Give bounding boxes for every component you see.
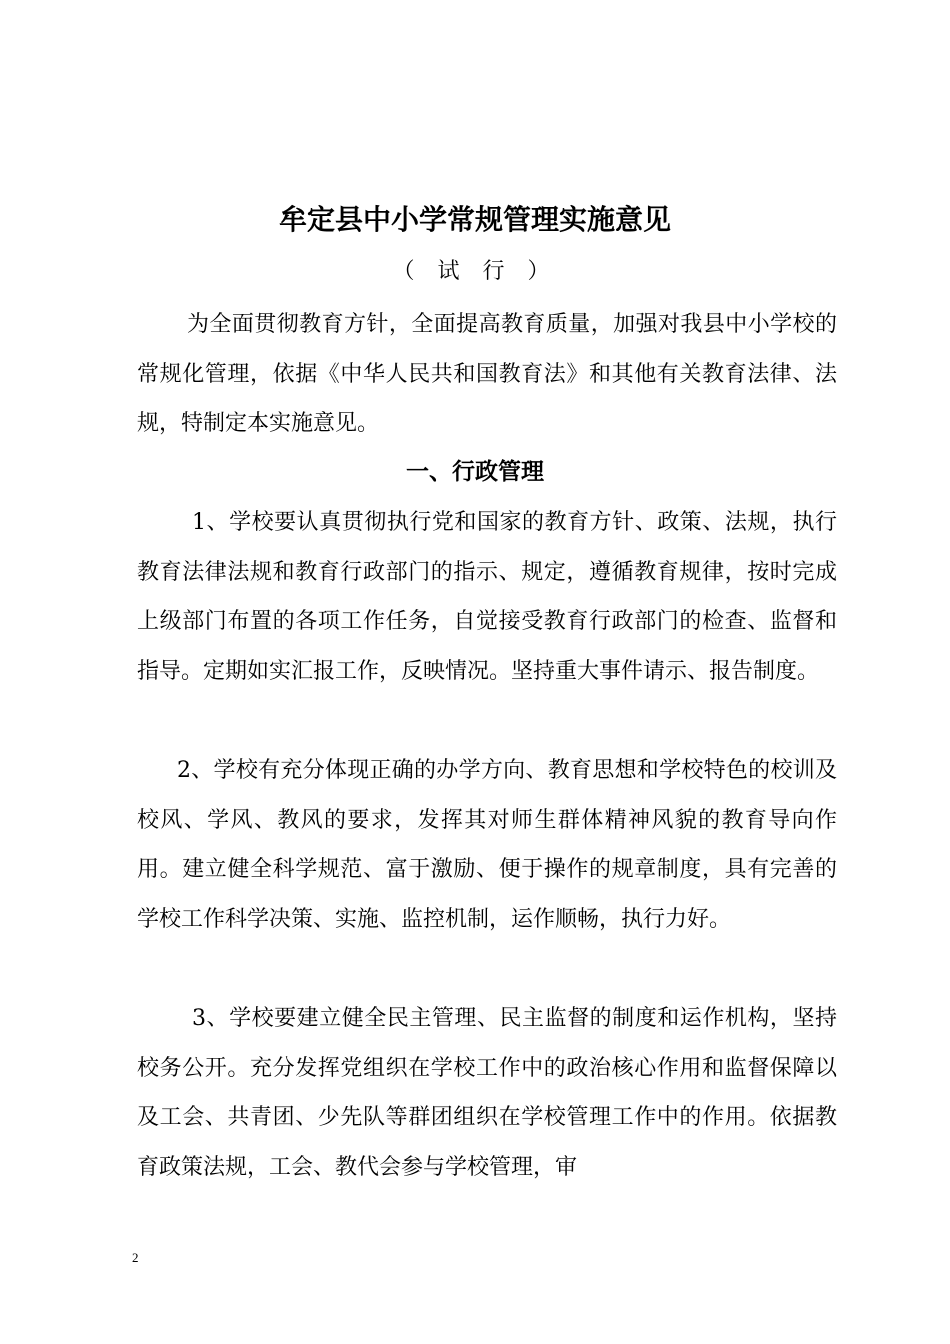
paragraph-3: 3、学校要建立健全民主管理、民主监督的制度和运作机构，坚持校务公开。充分发挥党组织在学校工作中的政治核心作用和监督保障以及工会、共青团、少先队等群团组织在学校管理工作中的作用。依据教育政策法规，工会、教代会参与学校管理，审 [137,1006,837,1180]
paragraph-1: 1、学校要认真贯彻执行党和国家的教育方针、政策、法规，执行教育法律法规和教育行政部门的指示、规定，遵循教育规律，按时完成上级部门布置的各项工作任务，自觉接受教育行政部门的检查、监督和指导。定期如实汇报工作，反映情况。坚持重大事件请示、报告制度。 [137,510,837,684]
document-title: 牟定县中小学常规管理实施意见 [278,203,671,236]
document-subtitle: （ 试 行 ） [392,259,558,284]
page-number: 2 [132,1250,139,1265]
section-heading: 一、行政管理 [406,459,544,485]
intro-paragraph: 为全面贯彻教育方针，全面提高教育质量，加强对我县中小学校的常规化管理，依据《中华人民共和国教育法》和其他有关教育法律、法规，特制定本实施意见。 [137,312,837,436]
paragraph-2: 2、学校有充分体现正确的办学方向、教育思想和学校特色的校训及校风、学风、教风的要求，发挥其对师生群体精神风貌的教育导向作用。建立健全科学规范、富于激励、便于操作的规章制度，具有完善的学校工作科学决策、实施、监控机制，运作顺畅，执行力好。 [137,758,837,932]
